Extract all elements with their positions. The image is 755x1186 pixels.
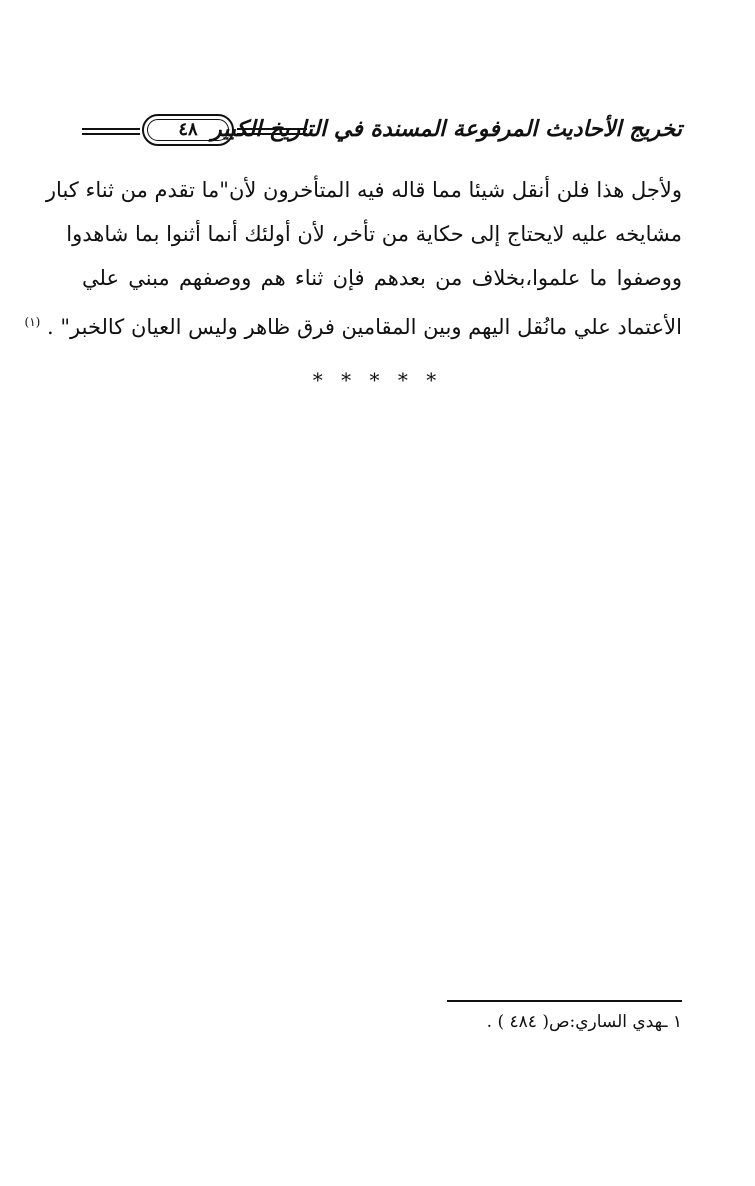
- footnote-marker: (١): [24, 315, 41, 329]
- running-title: تخريج الأحاديث المرفوعة المسندة في التاريخ الكبير: [211, 116, 682, 142]
- body-paragraph: [24, 168, 682, 349]
- body-line-last: [24, 300, 682, 349]
- body-line: ولأجل هذا فلن أنقل شيئا مما قاله فيه المتأخرون لأن"ما تقدم من ثناء كبار: [45, 178, 682, 202]
- body-line: الأعتماد علي مانُقل اليهم وبين المقامين فرق ظاهر وليس العيان كالخبر" .: [47, 315, 682, 339]
- body-line: ووصفوا ما علموا،بخلاف من بعدهم فإن ثناء هم ووصفهم مبني علي: [82, 266, 682, 290]
- header-rule-left-2: [82, 133, 140, 135]
- footnote-rule: [447, 1000, 682, 1002]
- section-separator: * * * * *: [312, 368, 443, 392]
- page-header: [82, 114, 682, 150]
- footnote: ١ ـهدي الساري:ص( ٤٨٤ ) .: [486, 1012, 682, 1032]
- body-line: مشايخه عليه لايحتاج إلى حكاية من تأخر، لأن أولئك أنما أثنوا بما شاهدوا: [66, 222, 682, 246]
- page-number: ٤٨: [142, 114, 234, 146]
- header-rule-left: [82, 128, 140, 130]
